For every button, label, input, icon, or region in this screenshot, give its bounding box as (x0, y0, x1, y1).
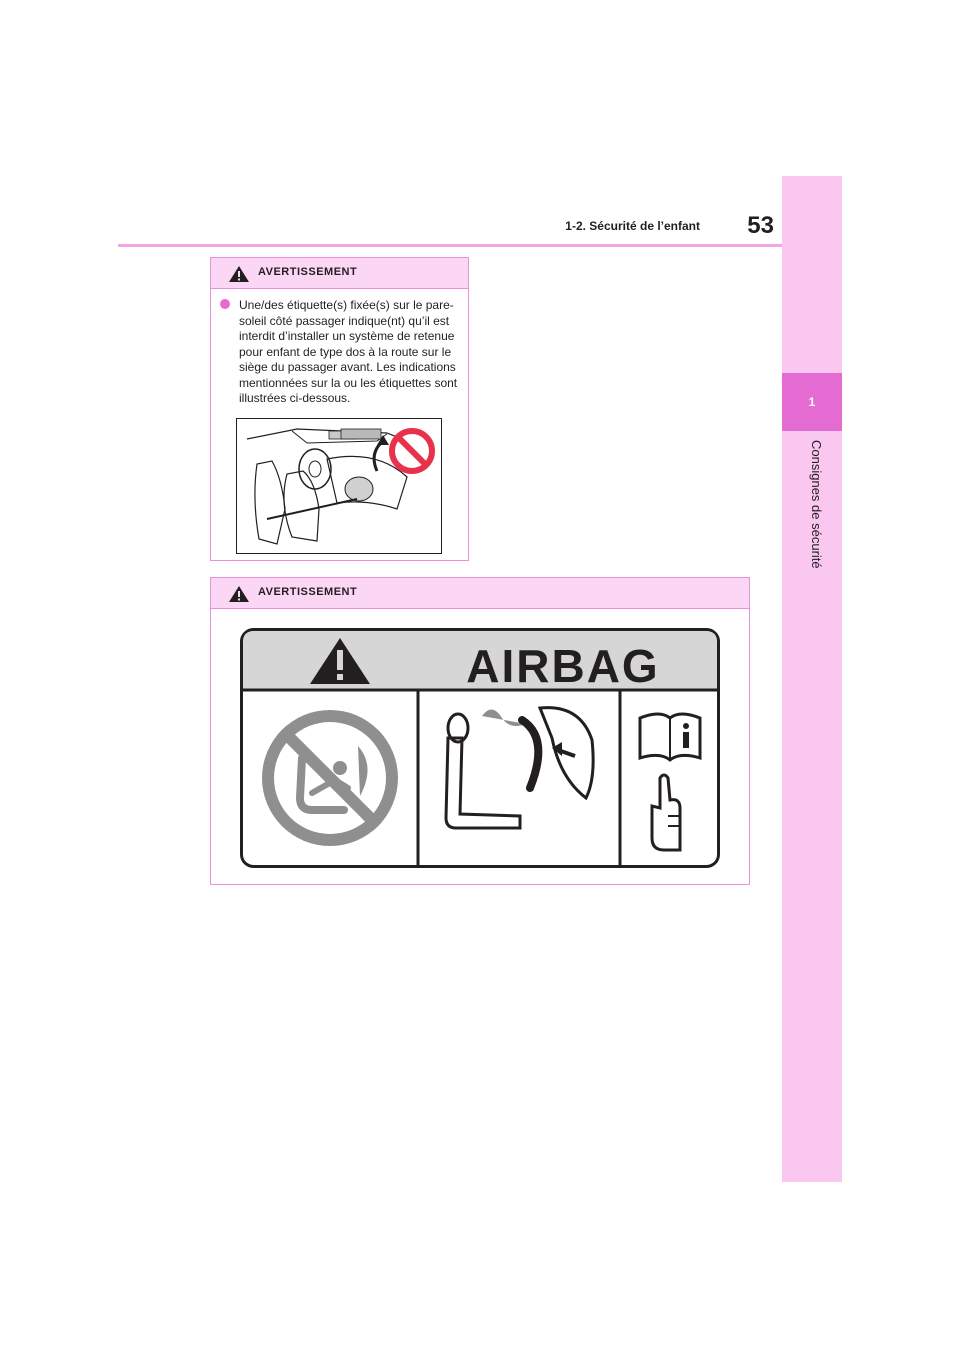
warning-text: Une/des étiquette(s) fixée(s) sur le pare-soleil côté passager indique(nt) qu’il est interdit d’installer un système de retenue pour enfant de type dos à la route sur le siège du passager avant. Les indications mentionnées sur la ou les étiquettes sont illustrées ci-dessous. (239, 298, 458, 405)
header-divider (118, 244, 782, 247)
warning-box-airbag-label (210, 577, 750, 885)
chapter-number-tab: 1 (782, 373, 842, 431)
warning-triangle-icon (228, 585, 250, 603)
warning-triangle-icon (228, 265, 250, 283)
airbag-label-word: AIRBAG (466, 640, 660, 692)
warning-box-sun-visor (210, 257, 469, 561)
page-number: 53 (747, 212, 774, 239)
warning-title: AVERTISSEMENT (258, 586, 358, 598)
warning-header (211, 578, 749, 609)
chapter-sidebar (782, 176, 842, 1182)
warning-header (211, 258, 468, 289)
bullet-icon (220, 299, 230, 309)
car-interior-drawing-icon (237, 419, 441, 553)
chapter-title: Consignes de sécurité (809, 440, 824, 569)
section-title: 1-2. Sécurité de l’enfant (565, 219, 700, 233)
airbag-warning-label (240, 628, 720, 868)
warning-title: AVERTISSEMENT (258, 266, 358, 278)
sun-visor-illustration (236, 418, 442, 554)
